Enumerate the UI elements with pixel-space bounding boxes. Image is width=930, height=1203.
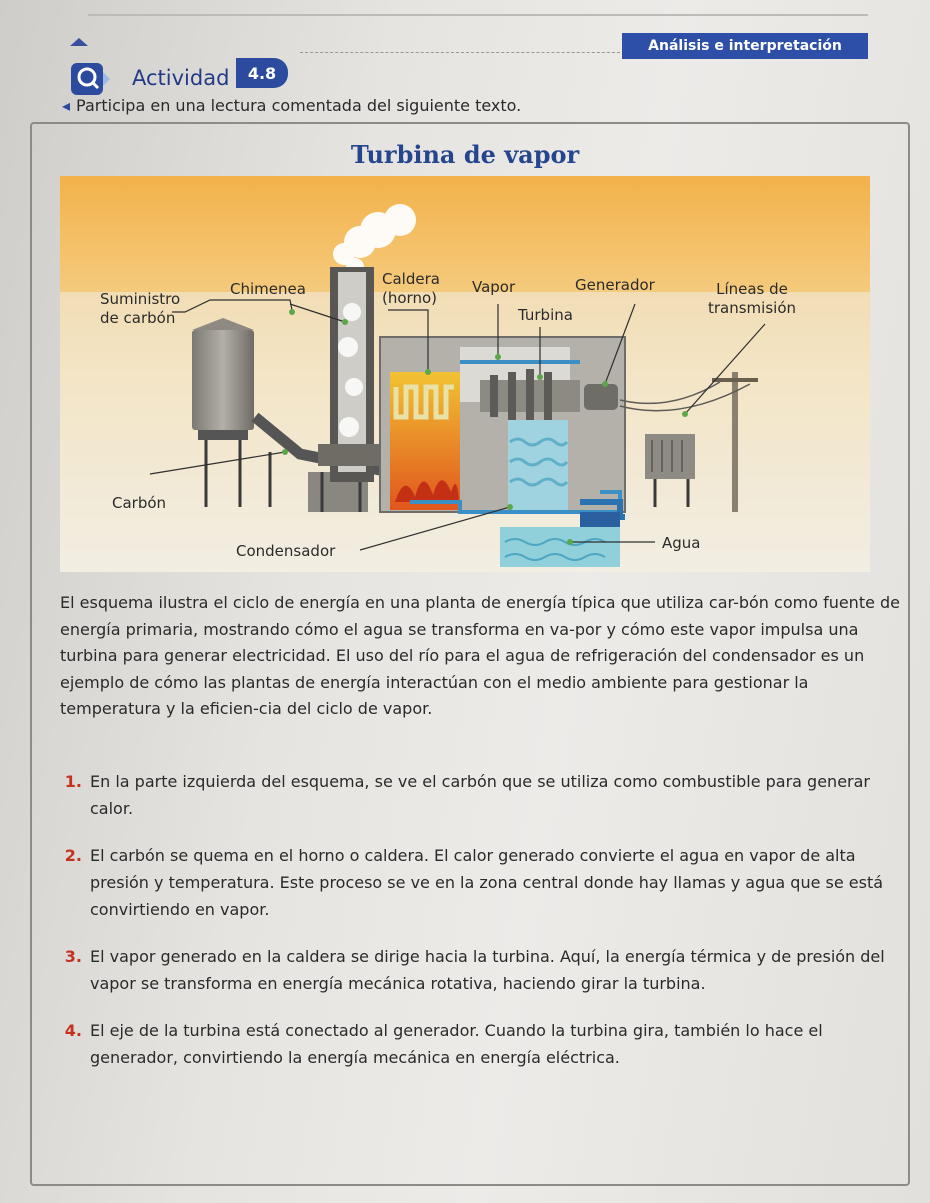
left-pointer-icon: ◂	[62, 96, 71, 115]
activity-label: Actividad	[132, 66, 230, 90]
top-rule	[88, 14, 868, 16]
label-condenser: Condensador	[236, 542, 336, 560]
section-tag: Análisis e interpretación	[622, 33, 868, 59]
list-item	[32, 943, 910, 997]
step-number: 3.	[64, 947, 82, 966]
label-transmission-lines: Líneas de transmisión	[708, 280, 797, 317]
coal-silo	[192, 330, 254, 430]
step-number: 4.	[64, 1021, 82, 1040]
list-item	[32, 1017, 910, 1071]
step-text: El carbón se quema en el horno o caldera. El calor generado convierte el agua en vapor de alta presión y temperatura. Este proceso se ve en la zona central donde hay llamas y agua que se está convirtiendo en vapor.	[90, 846, 884, 919]
intro-paragraph: El esquema ilustra el ciclo de energía en una planta de energía típica que utiliza car-bón como fuente de energía primaria, mostrando cómo el agua se transforma en va-por y cómo este vapor impulsa una turbina para generar electricidad. El uso del río para el agua de refrigeración del condensador es un ejemplo de cómo las plantas de energía interactúan con el medio ambiente para gestionar la temperatura y la eficien-cia del ciclo de vapor.	[60, 593, 901, 718]
label-chimney: Chimenea	[230, 280, 306, 298]
label-turbine: Turbina	[518, 306, 573, 324]
step-text: El eje de la turbina está conectado al generador. Cuando la turbina gira, también lo hace el generador, convirtiendo la energía mecánica en energía eléctrica.	[90, 1021, 823, 1067]
steps-list	[32, 768, 910, 1071]
label-boiler: Caldera (horno)	[382, 270, 440, 307]
label-coal-supply: Suministro de carbón	[100, 290, 181, 327]
label-generator: Generador	[575, 276, 655, 294]
list-item	[32, 768, 910, 822]
dashed-divider	[300, 52, 630, 53]
step-text: El vapor generado en la caldera se dirige hacia la turbina. Aquí, la energía térmica y de presión del vapor se transforma en energía mecánica rotativa, haciendo girar la turbina.	[90, 947, 885, 993]
magnifier-icon	[70, 60, 110, 98]
step-number: 2.	[64, 846, 82, 865]
step-text: En la parte izquierda del esquema, se ve el carbón que se utiliza como combustible para generar calor.	[90, 772, 870, 818]
diagram-illustration	[60, 172, 870, 577]
label-coal: Carbón	[112, 494, 167, 512]
steam-turbine-diagram	[60, 172, 870, 577]
label-steam: Vapor	[472, 278, 516, 296]
step-number: 1.	[64, 772, 82, 791]
instruction-text: Participa en una lectura comentada del siguiente texto.	[76, 96, 522, 115]
diagram-title: Turbina de vapor	[350, 140, 580, 169]
activity-number: 4.8	[236, 58, 288, 88]
river-water	[500, 527, 620, 567]
label-water: Agua	[662, 534, 701, 552]
generator	[584, 384, 618, 410]
instruction	[62, 96, 521, 115]
list-item	[32, 842, 910, 923]
triangle-marker-icon	[70, 38, 88, 46]
